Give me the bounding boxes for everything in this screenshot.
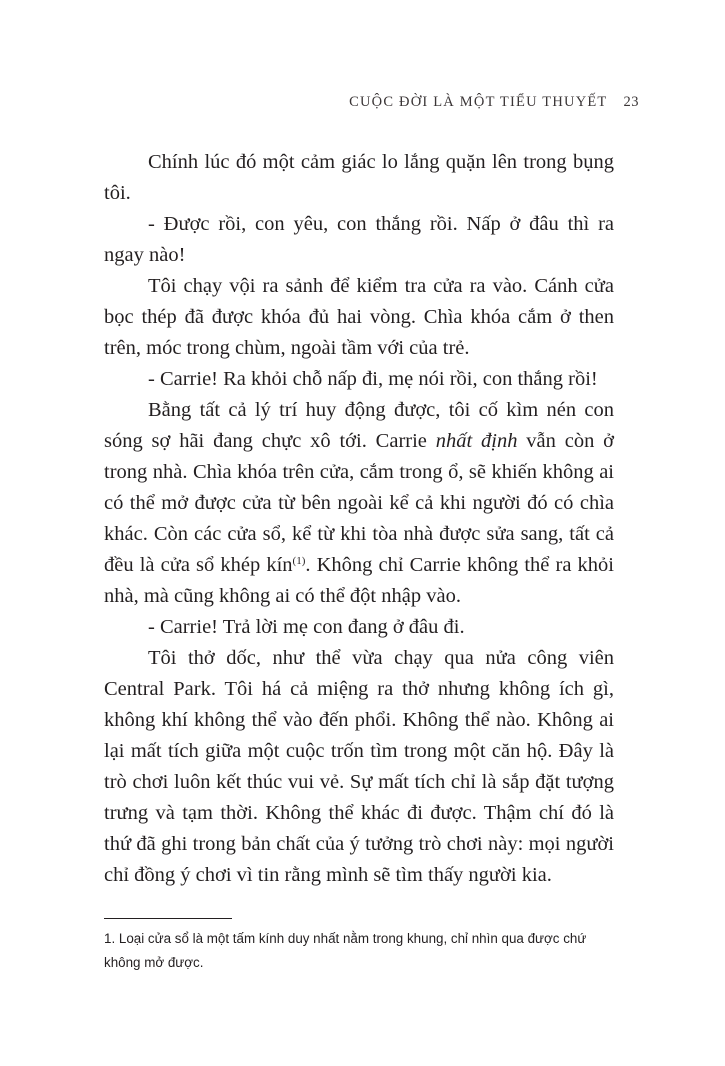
footnote-divider — [104, 918, 232, 919]
paragraph-7: Tôi thở dốc, như thể vừa chạy qua nửa công viên Central Park. Tôi há cả miệng ra thở nhưng không ích gì, không khí không thể vào đến phổi. Không thể nào. Không ai lại mất tích giữa một cuộc trốn tìm trong một căn hộ. Đây là trò chơi luôn kết thúc vui vẻ. Sự mất tích chỉ là sắp đặt tượng trưng và tạm thời. Không thể khác đi được. Thậm chí đó là thứ đã ghi trong bản chất của ý tưởng trò chơi này: mọi người chỉ đồng ý chơi vì tin rằng mình sẽ tìm thấy người kia. — [104, 647, 614, 886]
running-header — [349, 94, 639, 111]
paragraph-3: Tôi chạy vội ra sảnh để kiểm tra cửa ra vào. Cánh cửa bọc thép đã được khóa đủ hai vòng. Chìa khóa cắm ở then trên, móc trong chùm, ngoài tầm với của trẻ. — [104, 275, 614, 359]
paragraph-1: Chính lúc đó một cảm giác lo lắng quặn lên trong bụng tôi. — [104, 151, 614, 204]
emphasis-nhat-dinh: nhất định — [435, 430, 518, 452]
paragraph-6: - Carrie! Trả lời mẹ con đang ở đâu đi. — [148, 616, 465, 638]
footnote: 1. Loại cửa sổ là một tấm kính duy nhất nằm trong khung, chỉ nhìn qua được chứ không mở được. — [104, 931, 587, 970]
paragraph-5-part-2: vẫn còn ở trong nhà. Chìa khóa trên cửa, cắm trong ổ, sẽ khiến không ai có thể mở được cửa từ bên ngoài kể cả khi người đó có chìa khác. Còn các cửa sổ, kể từ khi tòa nhà được sửa sang, tất cả đều là cửa sổ khép kín — [104, 430, 614, 576]
paragraph-5-part-1: Bằng tất cả lý trí huy động được, tôi cố kìm nén con sóng sợ hãi đang chực xô tới. Carrie — [104, 399, 614, 452]
footnote-reference: (1) — [292, 555, 306, 567]
body-text — [104, 147, 614, 891]
paragraph-5 — [104, 395, 614, 612]
paragraph-5-part-3: . Không chỉ Carrie không thể ra khỏi nhà, mà cũng không ai có thể đột nhập vào. — [104, 554, 614, 607]
page-number: 23 — [623, 94, 639, 110]
running-title: CUỘC ĐỜI LÀ MỘT TIỂU THUYẾT — [349, 94, 608, 110]
paragraph-2: - Được rồi, con yêu, con thắng rồi. Nấp ở đâu thì ra ngay nào! — [104, 213, 614, 266]
paragraph-4: - Carrie! Ra khỏi chỗ nấp đi, mẹ nói rồi, con thắng rồi! — [148, 368, 598, 390]
